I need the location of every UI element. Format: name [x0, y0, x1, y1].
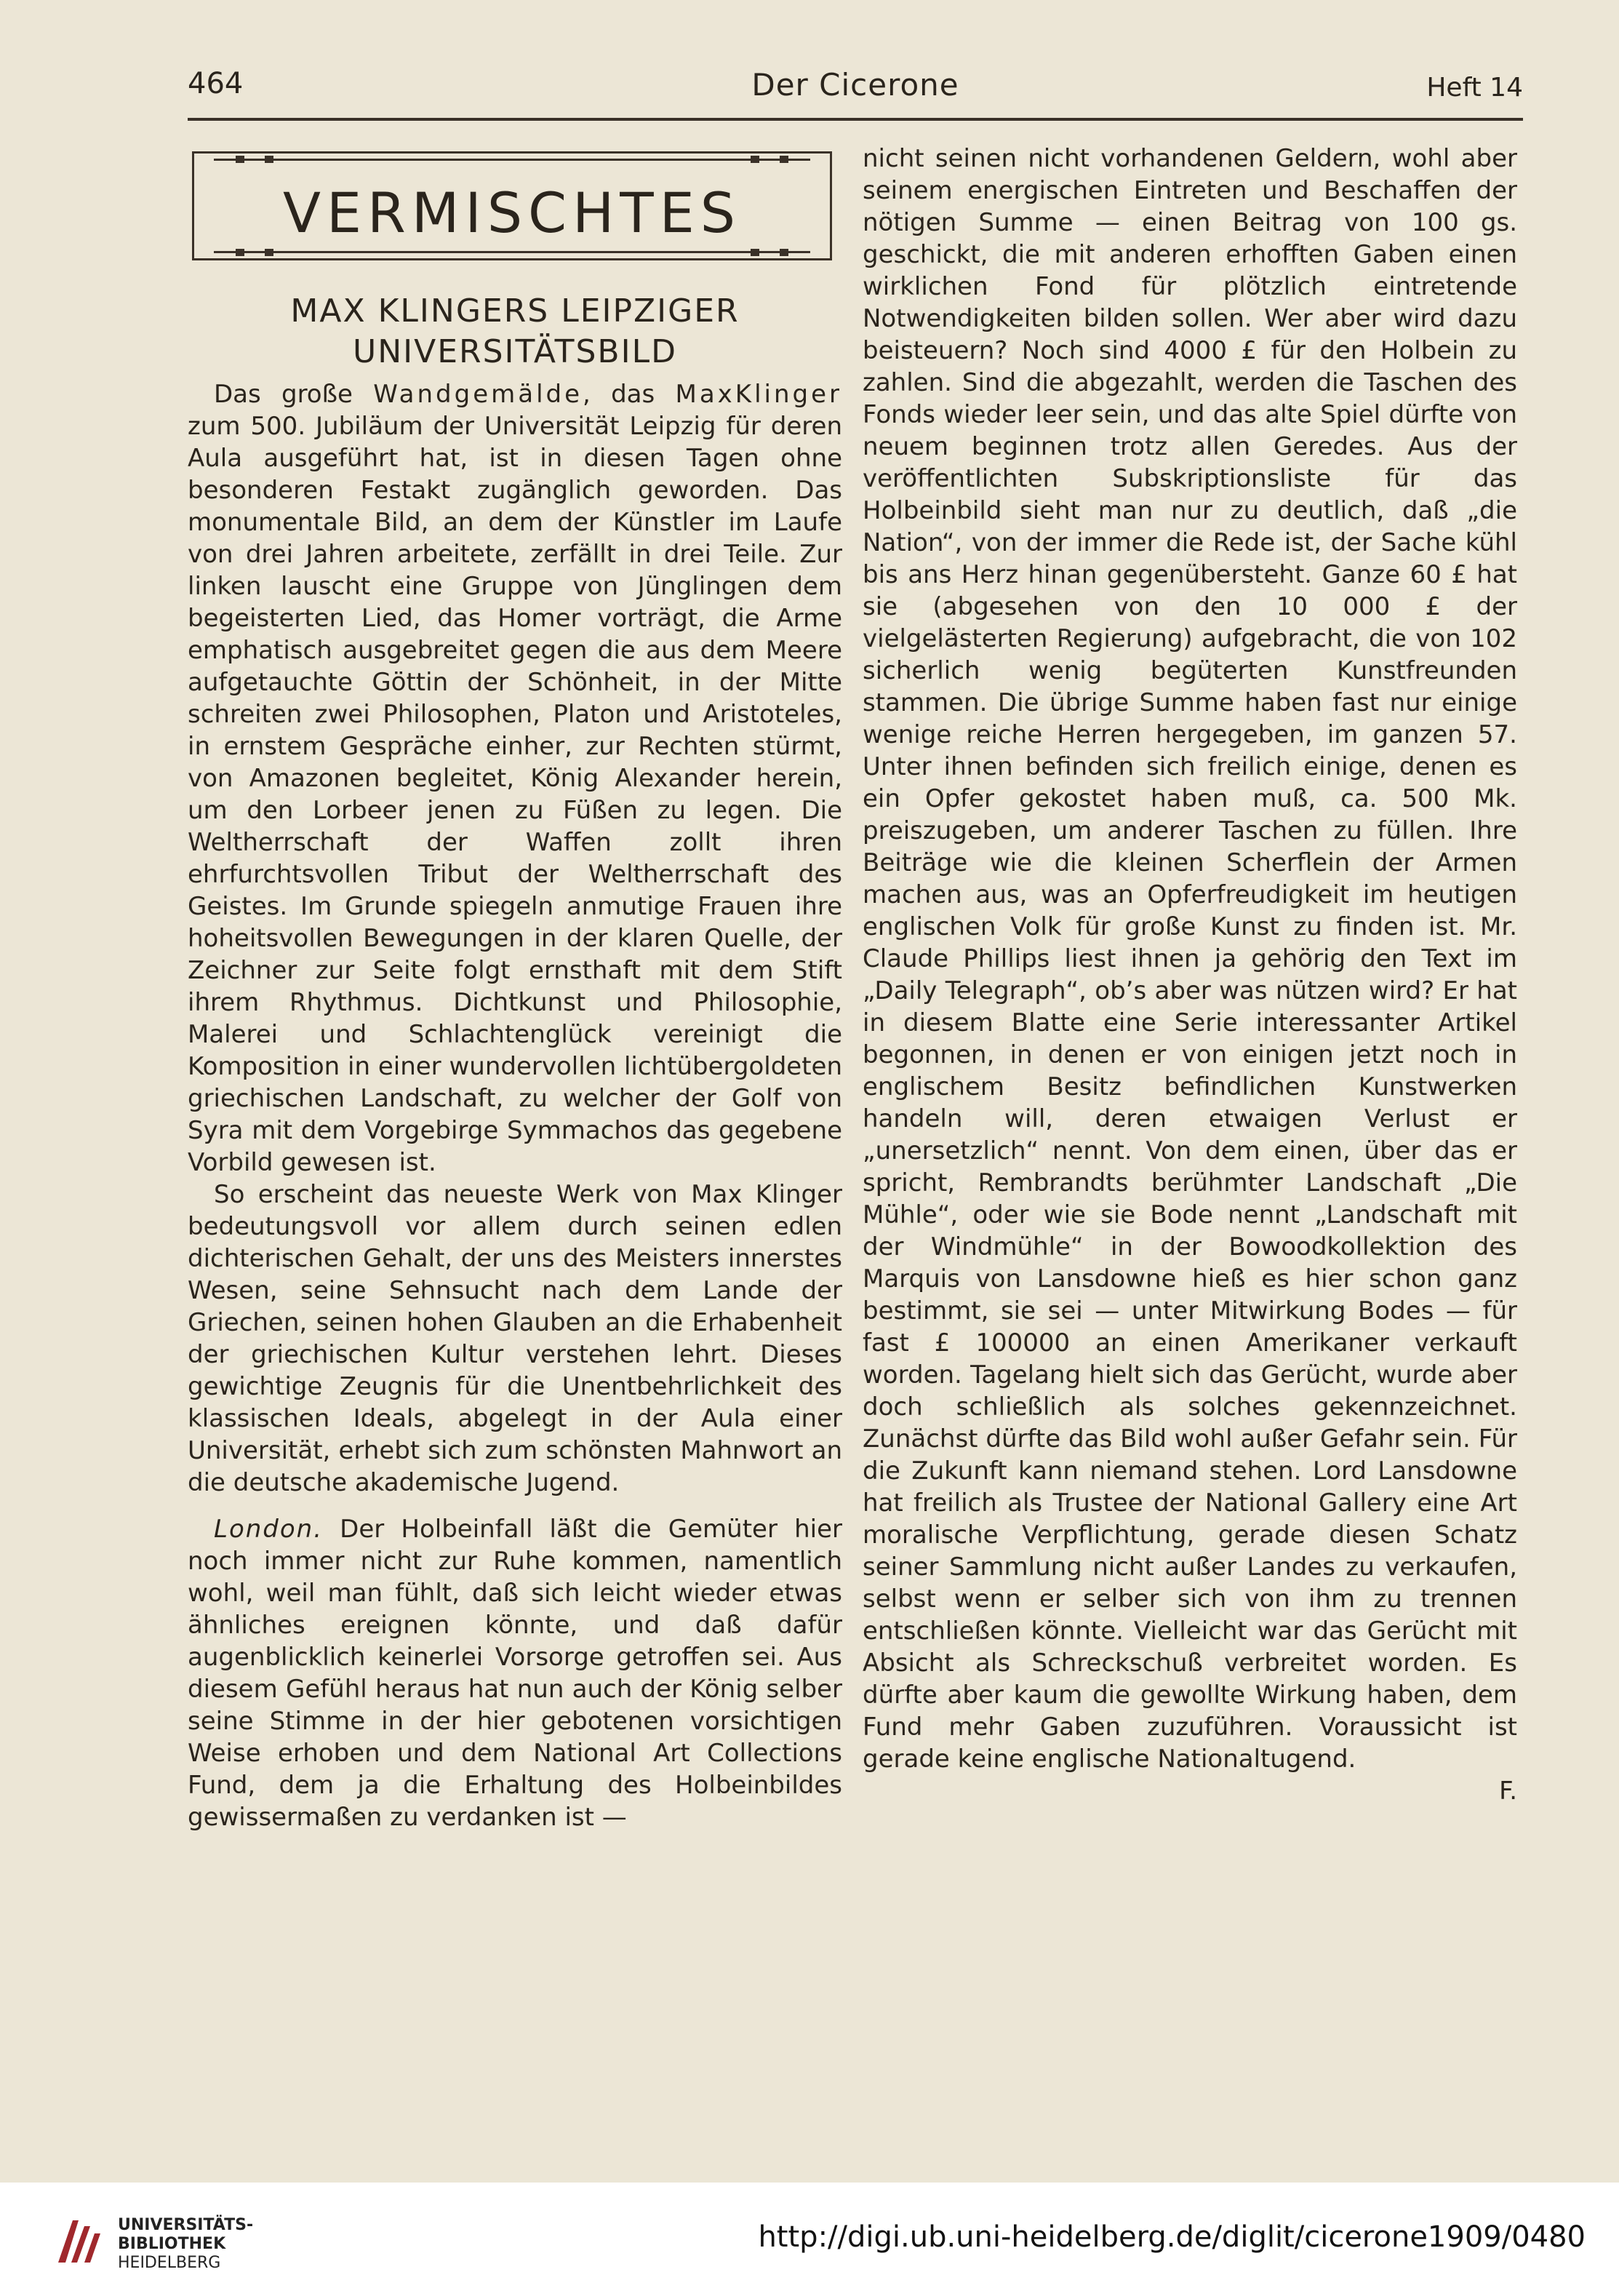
- spaced-text: MaxKlinger: [675, 380, 842, 409]
- author-signature: F.: [1499, 1777, 1517, 1806]
- banner-ornament-knob: [780, 249, 788, 256]
- banner-ornament-knob: [265, 249, 273, 256]
- banner-ornament-knob: [780, 156, 788, 163]
- text-run: Das große: [214, 380, 374, 409]
- issue-label: Heft 14: [1426, 73, 1523, 103]
- banner-ornament-top: [214, 159, 810, 161]
- article-title-line: UNIVERSITÄTSBILD: [353, 333, 677, 370]
- source-url-link[interactable]: http://digi.ub.uni-heidelberg.de/diglit/cicerone1909/0480: [758, 2220, 1586, 2254]
- library-name-line: HEIDELBERG: [118, 2254, 221, 2272]
- page-number: 464: [188, 67, 244, 100]
- article-title: [188, 291, 842, 372]
- banner-ornament-knob: [236, 156, 244, 163]
- header-rule: [188, 118, 1523, 121]
- paragraph: [188, 378, 842, 1179]
- library-name-line: UNIVERSITÄTS-: [118, 2216, 254, 2234]
- running-title: Der Cicerone: [751, 67, 959, 103]
- page-header: [188, 63, 1523, 113]
- paragraph: nicht seinen nicht vorhandenen Geldern, wohl aber seinem energischen Eintreten und Beschaffen der nötigen Summe — einen Beitrag von 100 gs. geschickt, die mit anderen erhofften Gaben einen wirklichen Fond für plötzlich eintretende Notwendigkeiten bilden sollen. Wer aber wird dazu beisteuern? Noch sind 4000 £ für den Holbein zu zahlen. Sind die abgezahlt, werden die Taschen des Fonds wieder leer sein, und das alte Spiel dürfte von neuem beginnen trotz allen Geredes. Aus der veröffentlichten Subskriptionsliste für das Holbeinbild sieht man nur zu deutlich, daß „die Nation“, von der immer die Rede ist, der Sache kühl bis ans Herz hinan gegenübersteht. Ganze 60 £ hat sie (abgesehen von den 10 000 £ der vielgelästerten Regierung) aufgebracht, die von 102 sicherlich wenig begüterten Kunstfreunden stammen. Die übrige Summe haben fast nur einige wenige reiche Herren hergegeben, im ganzen 57. Unter ihnen befinden sich freilich einige, denen es ein Opfer gekostet haben muß, ca. 500 Mk. preiszugeben, um anderer Taschen zu füllen. Ihre Beiträge wie die kleinen Scherflein der Armen machen aus, was an Opferfreudigkeit im heutigen englischen Volk für große Kunst zu finden ist. Mr. Claude Phillips liest ihnen ja gehörig den Text im „Daily Telegraph“, ob’s aber was nützen wird? Er hat in diesem Blatte eine Serie interessanter Artikel begonnen, in denen er von einigen jetzt noch in englischem Besitz befindlichen Kunstwerken handeln will, deren etwaigen Verlust er „unersetzlich“ nennt. Von dem einen, über das er spricht, Rembrandts berühmter Landschaft „Die Mühle“, oder wie sie Bode nennt „Landschaft mit der Windmühle“ in der Bowoodkollektion des Marquis von Lansdowne hieß es hier schon ganz bestimmt, sie sei — unter Mitwirkung Bodes — für fast £ 100000 an einen Amerikaner verkauft worden. Tagelang hielt sich das Gerücht, wurde aber doch schließlich als solches gekennzeichnet. Zunächst dürfte das Bild wohl außer Gefahr sein. Für die Zukunft kann niemand stehen. Lord Lansdowne hat freilich als Trustee der National Gallery eine Art moralische Verpflichtung, gerade diesen Schatz seiner Sammlung nicht außer Landes zu verkaufen, selbst wenn er selber sich von ihm zu trennen entschließen könnte. Vielleicht war das Gerücht mit Absicht als Schreckschuß verbreitet worden. Es dürfte aber kaum die gewollte Wirkung haben, dem Fund mehr Gaben zuzuführen. Voraussicht ist gerade keine englische Nationaltugend.: [863, 144, 1517, 1774]
- university-library-logo: [51, 2213, 108, 2270]
- library-footer: [0, 2183, 1619, 2296]
- paragraph: [188, 1513, 842, 1833]
- banner-ornament-knob: [236, 249, 244, 256]
- logo-shape: [84, 2233, 100, 2263]
- text-run: , das: [583, 380, 676, 409]
- section-banner: [192, 151, 832, 260]
- left-column: [188, 378, 842, 1833]
- paragraph-gap: [188, 1499, 842, 1513]
- library-name: [118, 2216, 253, 2273]
- library-name-line: BIBLIOTHEK: [118, 2235, 226, 2253]
- spaced-text: Wandgemälde: [373, 380, 583, 409]
- banner-ornament-knob: [751, 156, 759, 163]
- article-title-line: MAX KLINGERS LEIPZIGER: [290, 292, 740, 330]
- paragraph: So erscheint das neueste Werk von Max Klinger bedeutungsvoll vor allem durch seinen edlen dichterischen Gehalt, der uns des Meisters innerstes Wesen, seine Sehnsucht nach dem Lande der Griechen, seinen hohen Glauben an die Erhabenheit der griechischen Kultur verstehen lehrt. Dieses gewichtige Zeugnis für die Unentbehrlichkeit des klassischen Ideals, abgelegt in der Aula einer Universität, erhebt sich zum schönsten Mahnwort an die deutsche akademische Jugend.: [188, 1180, 842, 1497]
- section-title: VERMISCHTES: [283, 180, 741, 245]
- text-run: Der Holbeinfall läßt die Gemüter hier noch immer nicht zur Ruhe kommen, namentlich wohl, weil man fühlt, daß sich leicht wieder etwas ähnliches ereignen könnte, und daß dafür augenblicklich keinerlei Vorsorge getroffen sei. Aus diesem Gefühl heraus hat nun auch der König selber seine Stimme in der hier gebotenen vorsichtigen Weise erhoben und dem National Art Collections Fund, dem ja die Erhaltung des Holbeinbildes gewissermaßen zu verdanken ist —: [188, 1515, 842, 1832]
- banner-ornament-knob: [265, 156, 273, 163]
- banner-ornament-knob: [751, 249, 759, 256]
- banner-ornament-bottom: [214, 251, 810, 253]
- place-name: London.: [214, 1515, 324, 1544]
- text-run: zum 500. Jubiläum der Universität Leipzig für deren Aula ausgeführt hat, ist in diesen Tagen ohne besonderen Festakt zugänglich geworden. Das monumentale Bild, an dem der Künstler im Laufe von drei Jahren arbeitete, zerfällt in drei Teile. Zur linken lauscht eine Gruppe von Jünglingen dem begeisterten Lied, das Homer vorträgt, die Arme emphatisch ausgebreitet gegen die aus dem Meere aufgetauchte Göttin der Schönheit, in der Mitte schreiten zwei Philosophen, Platon und Aristoteles, in ernstem Gespräche einher, zur Rechten stürmt, von Amazonen begleitet, König Alexander herein, um den Lorbeer jenen zu Füßen zu legen. Die Weltherrschaft der Waffen zollt ihren ehrfurchtsvollen Tribut der Weltherrschaft des Geistes. Im Grunde spiegeln anmutige Frauen ihre hoheitsvollen Bewegungen in der klaren Quelle, der Zeichner zur Seite folgt ernsthaft mit dem Stift ihrem Rhythmus. Dichtkunst und Philosophie, Malerei und Schlachtenglück vereinigt die Komposition in einer wundervollen lichtübergoldeten griechischen Landschaft, zu welcher der Golf von Syra mit dem Vorgebirge Symmachos das gegebene Vorbild gewesen ist.: [188, 412, 842, 1177]
- right-column: [863, 143, 1517, 1807]
